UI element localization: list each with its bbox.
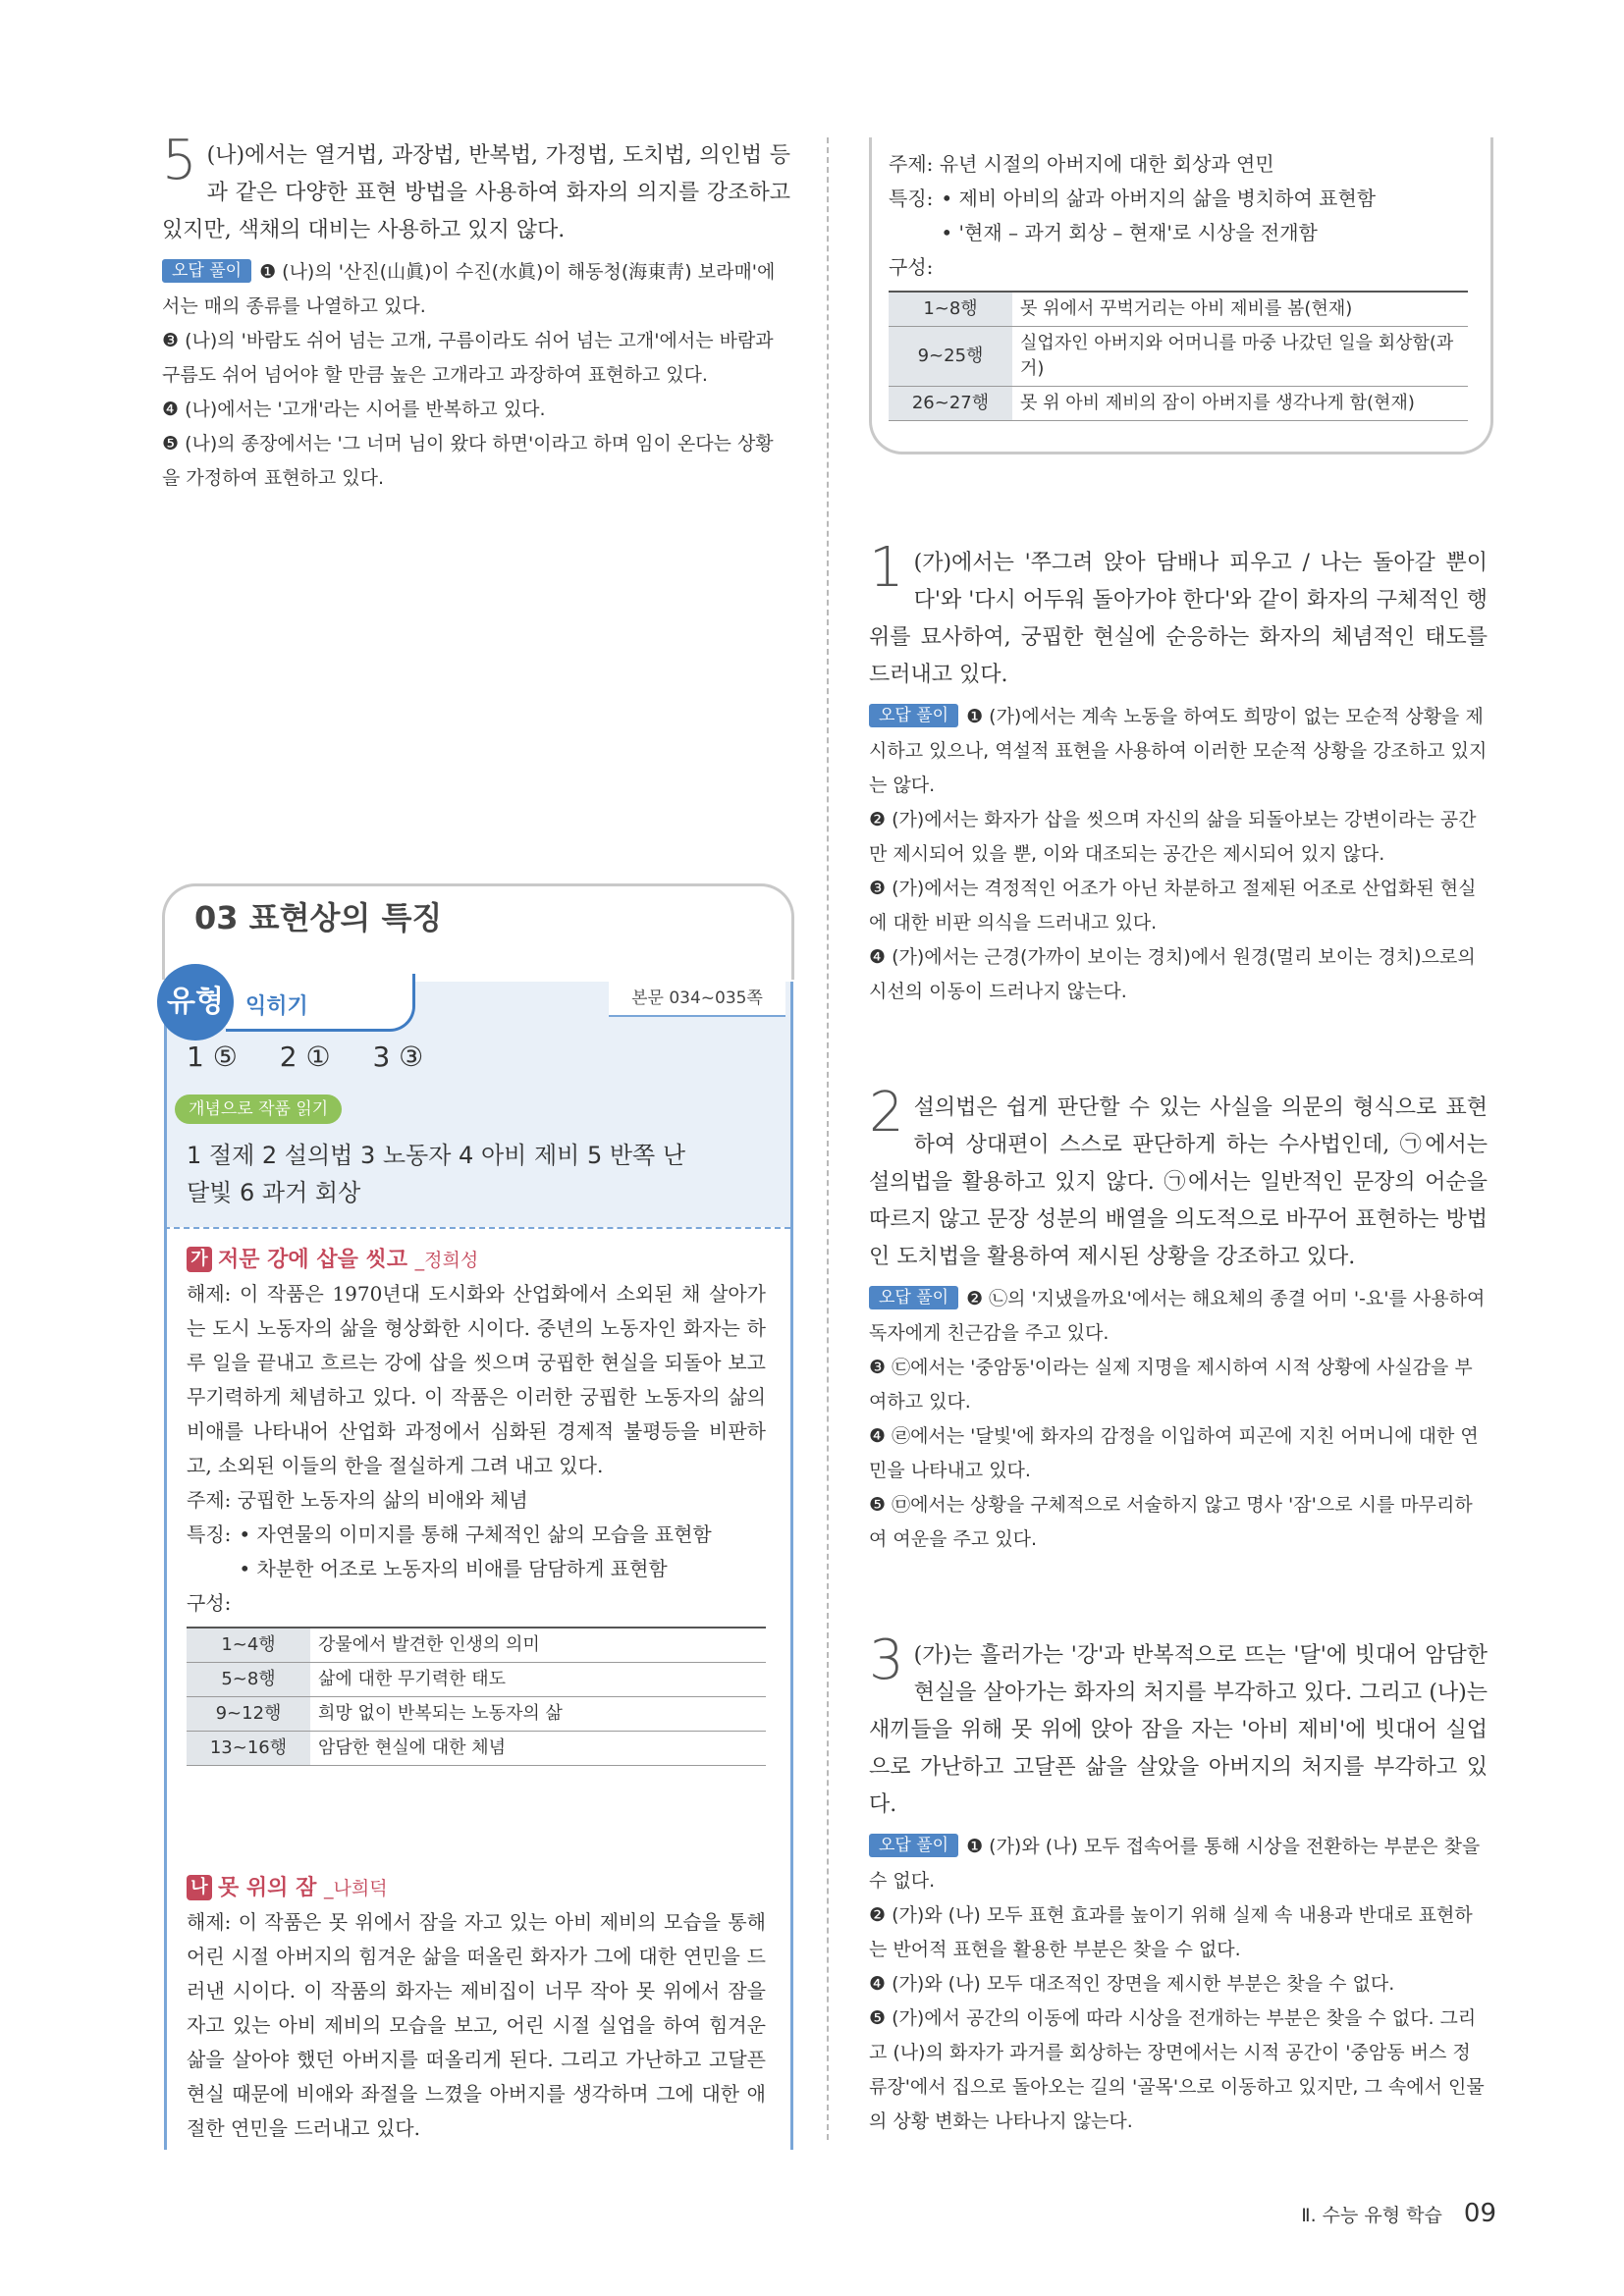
explanation-item: ❸ ㉢에서는 '중암동'이라는 실제 지명을 제시하여 시적 상황에 사실감을 부여하고 있다. bbox=[869, 1357, 1473, 1413]
question-number: 1 bbox=[869, 536, 902, 600]
question-number: 2 bbox=[869, 1081, 902, 1145]
table-cell: 강물에서 발견한 인생의 의미 bbox=[310, 1628, 766, 1663]
concept-answer-line: 달빛 6 과거 회상 bbox=[187, 1179, 361, 1206]
table-cell: 희망 없이 반복되는 노동자의 삶 bbox=[310, 1697, 766, 1732]
footer-section: Ⅱ. 수능 유형 학습 bbox=[1301, 2205, 1442, 2226]
explanation-item: ❺ (나)의 종장에서는 '그 너머 님이 왔다 하면'이라고 하며 임이 온다는 상황을 가정하여 표현하고 있다. bbox=[162, 433, 774, 489]
work-title: 저문 강에 삽을 씻고 bbox=[218, 1248, 407, 1272]
table-row bbox=[187, 1628, 766, 1663]
dashed-separator bbox=[164, 1227, 790, 1229]
work-haeje: 해제: 이 작품은 못 위에서 잠을 자고 있는 아비 제비의 모습을 통해 어린 시절 아버지의 힘겨운 삶을 떠올린 화자가 그에 대한 연민을 드러낸 시이다. 이 작품의 화자는 제비집이 너무 작아 못 위에서 잠을 자고 있는 아비 제비의 모습을 보고, 어린 시절 실업을 하여 힘겨운 삶을 살아야 했던 아버지를 떠올리게 된다. 그리고 가난하고 고달픈 현실 때문에 비애와 좌절을 느꼈을 아버지를 생각하며 그에 대한 애절한 연민을 드러내고 있다. bbox=[187, 1910, 766, 2140]
explanation-item: ❶ (나)의 '산진(山眞)이 수진(水眞)이 해동청(海東靑) 보라매'에서는 매의 종류를 나열하고 있다. bbox=[162, 261, 776, 317]
feature-item: • '현재 – 과거 회상 – 현재'로 시상을 전개함 bbox=[941, 221, 1318, 244]
table-row bbox=[187, 1732, 766, 1766]
table-cell: 1~4행 bbox=[187, 1628, 310, 1663]
table-cell: 13~16행 bbox=[187, 1732, 310, 1766]
table-cell: 실업자인 아버지와 어머니를 마중 나갔던 일을 회상함(과거) bbox=[1012, 327, 1468, 387]
work-author: _정희성 bbox=[414, 1250, 479, 1271]
explanation-item: ❷ (가)와 (나) 모두 표현 효과를 높이기 위해 실제 속 내용과 반대로 표현하는 반어적 표현을 활용한 부분은 찾을 수 없다. bbox=[869, 1904, 1473, 1960]
concept-reading-label: 개념으로 작품 읽기 bbox=[175, 1095, 342, 1124]
work-badge: 가 bbox=[187, 1247, 212, 1272]
question-text: (나)에서는 열거법, 과장법, 반복법, 가정법, 도치법, 의인법 등과 같은 다양한 표현 방법을 사용하여 화자의 의지를 강조하고 있지만, 색채의 대비는 사용하고 있지 않다. bbox=[162, 143, 790, 242]
question-2 bbox=[869, 1081, 1488, 1557]
page-number: 09 bbox=[1463, 2199, 1496, 2228]
column-divider bbox=[827, 137, 829, 2140]
table-cell: 1~8행 bbox=[889, 292, 1012, 327]
feature-label: 특징: bbox=[889, 187, 934, 210]
table-cell: 암담한 현실에 대한 체념 bbox=[310, 1732, 766, 1766]
work-badge: 나 bbox=[187, 1875, 212, 1900]
feature-label: 특징: bbox=[187, 1522, 232, 1546]
explanation-item: ❹ (가)에서는 근경(가까이 보이는 경치)에서 원경(멀리 보이는 경치)으로의 시선의 이동이 드러나지 않는다. bbox=[869, 946, 1476, 1002]
table-cell: 26~27행 bbox=[889, 387, 1012, 421]
work-author: _나희덕 bbox=[324, 1878, 388, 1899]
table-row bbox=[889, 387, 1468, 421]
ikhigi-label: 익히기 bbox=[245, 994, 308, 1019]
table-row bbox=[187, 1663, 766, 1697]
question-1 bbox=[869, 536, 1488, 1009]
work-haeje: 해제: 이 작품은 1970년대 도시화와 산업화에서 소외된 채 살아가는 도시 노동자의 삶을 형상화한 시이다. 중년의 노동자인 화자는 하루 일을 끝내고 흐르는 강에 삽을 씻으며 궁핍한 현실을 되돌아 보고 무기력하게 체념하고 있다. 이 작품은 이러한 궁핍한 노동자의 삶의 비애를 나타내어 산업화 과정에서 심화된 경제적 불평등을 비판하고, 소외된 이들의 한을 절실하게 그려 내고 있다. bbox=[187, 1282, 766, 1477]
work-na bbox=[187, 1871, 766, 2146]
table-cell: 5~8행 bbox=[187, 1663, 310, 1697]
explanation-item: ❸ (가)에서는 격정적인 어조가 아닌 차분하고 절제된 어조로 산업화된 현실에 대한 비판 의식을 드러내고 있다. bbox=[869, 878, 1477, 934]
structure-table bbox=[889, 291, 1468, 421]
answer-item: 3 ③ bbox=[372, 1041, 424, 1073]
table-cell: 9~25행 bbox=[889, 327, 1012, 387]
wrong-answer-tag: 오답 풀이 bbox=[869, 1834, 958, 1857]
page-footer bbox=[1301, 2199, 1496, 2228]
question-number: 3 bbox=[869, 1629, 902, 1692]
explanation-item: ❶ (가)에서는 계속 노동을 하여도 희망이 없는 모순적 상황을 제시하고 있으나, 역설적 표현을 사용하여 이러한 모순적 상황을 강조하고 있지는 않다. bbox=[869, 706, 1488, 796]
concept-answer-line: 1 절제 2 설의법 3 노동자 4 아비 제비 5 반쪽 난 bbox=[187, 1142, 686, 1169]
wrong-answer-tag: 오답 풀이 bbox=[869, 1286, 958, 1309]
feature-item: • 자연물의 이미지를 통해 구체적인 삶의 모습을 표현함 bbox=[239, 1522, 712, 1546]
answer-item: 2 ① bbox=[279, 1041, 331, 1073]
work-ga bbox=[187, 1243, 766, 1766]
question-3 bbox=[869, 1629, 1488, 2139]
yuhyeong-badge: 유형 bbox=[157, 964, 234, 1041]
question-5 bbox=[162, 129, 790, 496]
question-text: (가)는 흘러가는 '강'과 반복적으로 뜨는 '달'에 빗대어 암담한 현실을 살아가는 화자의 처지를 부각하고 있다. 그리고 (나)는 새끼들을 위해 못 위에 앉아 잠을 자는 '아비 제비'에 빗대어 실업으로 가난하고 고달픈 삶을 살았을 아버지의 처지를 부각하고 있다. bbox=[869, 1643, 1488, 1817]
section-title: 03 표현상의 특징 bbox=[194, 899, 443, 936]
table-cell: 못 위에서 꾸벅거리는 아비 제비를 봄(현재) bbox=[1012, 292, 1468, 327]
structure-label: 구성: bbox=[889, 255, 934, 279]
question-text: (가)에서는 '쭈그려 앉아 담배나 피우고 / 나는 돌아갈 뿐이다'와 '다시 어두워 돌아가야 한다'와 같이 화자의 구체적인 행위를 묘사하여, 궁핍한 현실에 순응하는 화자의 체념적인 태도를 드러내고 있다. bbox=[869, 551, 1488, 687]
feature-item: • 제비 아비의 삶과 아버지의 삶을 병치하여 표현함 bbox=[941, 187, 1377, 210]
table-row bbox=[889, 327, 1468, 387]
work-theme: 주제: 궁핍한 노동자의 삶의 비애와 체념 bbox=[187, 1488, 528, 1512]
table-row bbox=[889, 292, 1468, 327]
work-na-continuation bbox=[889, 147, 1468, 421]
explanation-item: ❺ ㉤에서는 상황을 구체적으로 서술하지 않고 명사 '잠'으로 시를 마무리하여 여운을 주고 있다. bbox=[869, 1494, 1473, 1550]
explanation-item: ❹ (가)와 (나) 모두 대조적인 장면을 제시한 부분은 찾을 수 없다. bbox=[869, 1973, 1395, 1995]
structure-table bbox=[187, 1627, 766, 1766]
answer-item: 1 ⑤ bbox=[187, 1041, 238, 1073]
explanation-item: ❺ (가)에서 공간의 이동에 따라 시상을 전개하는 부분은 찾을 수 없다. 그리고 (나)의 화자가 과거를 회상하는 장면에서는 시적 공간이 '중암동 버스 정류장'에서 집으로 돌아오는 길의 '골목'으로 이동하고 있지만, 그 속에서 인물의 상황 변화는 나타나지 않는다. bbox=[869, 2007, 1485, 2132]
concept-answers bbox=[187, 1137, 776, 1211]
feature-item: • 차분한 어조로 노동자의 비애를 담담하게 표현함 bbox=[239, 1557, 668, 1580]
explanation-item: ❷ (가)에서는 화자가 삽을 씻으며 자신의 삶을 되돌아보는 강변이라는 공간만 제시되어 있을 뿐, 이와 대조되는 공간은 제시되어 있지 않다. bbox=[869, 809, 1477, 865]
work-title: 못 위의 잠 bbox=[218, 1876, 317, 1900]
table-cell: 삶에 대한 무기력한 태도 bbox=[310, 1663, 766, 1697]
explanation-item: ❹ (나)에서는 '고개'라는 시어를 반복하고 있다. bbox=[162, 399, 546, 420]
page-reference: 본문 034~035쪽 bbox=[609, 982, 785, 1017]
question-number: 5 bbox=[162, 129, 195, 192]
wrong-answer-tag: 오답 풀이 bbox=[162, 259, 251, 283]
work-theme: 주제: 유년 시절의 아버지에 대한 회상과 연민 bbox=[889, 152, 1274, 176]
table-cell: 9~12행 bbox=[187, 1697, 310, 1732]
explanation-item: ❸ (나)의 '바람도 쉬어 넘는 고개, 구름이라도 쉬어 넘는 고개'에서는 바람과 구름도 쉬어 넘어야 할 만큼 높은 고개라고 과장하여 표현하고 있다. bbox=[162, 330, 774, 386]
wrong-answer-tag: 오답 풀이 bbox=[869, 704, 958, 727]
table-row bbox=[187, 1697, 766, 1732]
explanation-item: ❶ (가)와 (나) 모두 접속어를 통해 시상을 전환하는 부분은 찾을 수 없다. bbox=[869, 1836, 1481, 1892]
explanation-item: ❷ ㉡의 '지냈을까요'에서는 해요체의 종결 어미 '-요'를 사용하여 독자에게 친근감을 주고 있다. bbox=[869, 1288, 1486, 1344]
explanation-item: ❹ ㉣에서는 '달빛'에 화자의 감정을 이입하여 피곤에 지친 어머니에 대한 연민을 나타내고 있다. bbox=[869, 1425, 1479, 1481]
answer-list bbox=[187, 1041, 457, 1073]
structure-label: 구성: bbox=[187, 1591, 232, 1615]
table-cell: 못 위 아비 제비의 잠이 아버지를 생각나게 함(현재) bbox=[1012, 387, 1468, 421]
question-text: 설의법은 쉽게 판단할 수 있는 사실을 의문의 형식으로 표현하여 상대편이 스스로 판단하게 하는 수사법인데, ㉠에서는 설의법을 활용하고 있지 않다. ㉠에서는 일반적인 문장의 어순을 따르지 않고 문장 성분의 배열을 의도적으로 바꾸어 표현하는 방법인 도치법을 활용하여 제시된 상황을 강조하고 있다. bbox=[869, 1095, 1488, 1269]
